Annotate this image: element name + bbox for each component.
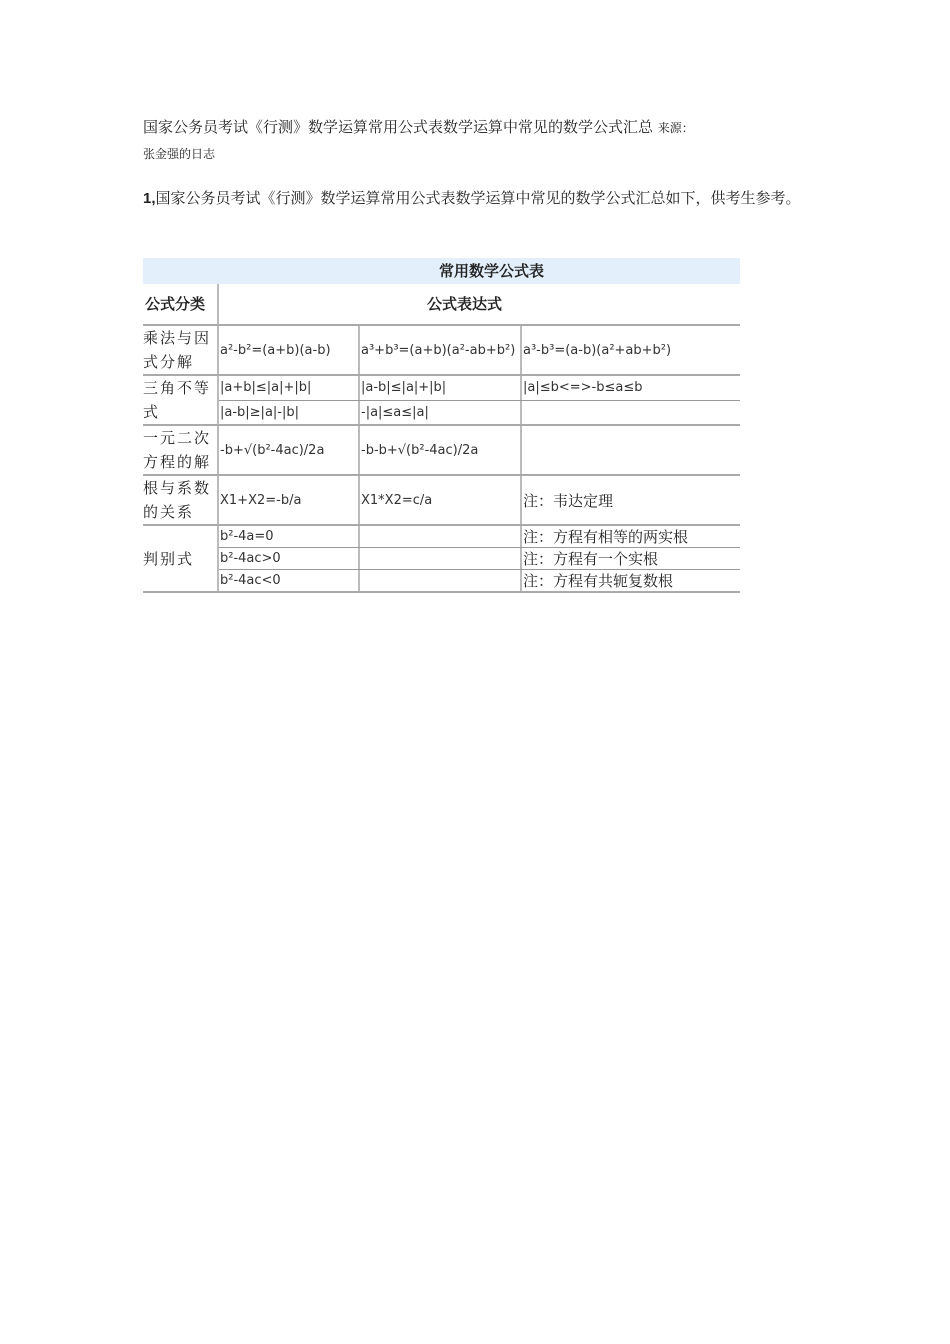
formula-table xyxy=(143,258,740,593)
formula-cell: -|a|≤a≤|a| xyxy=(360,401,522,425)
formula-cell xyxy=(522,401,740,425)
header-expression: 公式表达式 xyxy=(426,295,502,313)
formula-cell: a³-b³=(a-b)(a²+ab+b²) xyxy=(523,342,672,358)
formula-cell: -b+√(b²-4ac)/2a xyxy=(219,426,360,474)
formula-cell: |a-b|≥|a|-|b| xyxy=(219,401,360,425)
intro-number: 1, xyxy=(143,190,156,207)
table-group xyxy=(143,476,740,526)
table-row xyxy=(219,426,740,474)
table-row xyxy=(219,547,740,569)
category-label: 根与系数 的关系 xyxy=(143,479,212,521)
table-header-row xyxy=(143,284,740,326)
formula-cell xyxy=(522,426,740,474)
formula-cell: X1+X2=-b/a xyxy=(219,476,360,524)
formula-cell: |a+b|≤|a|+|b| xyxy=(219,376,360,400)
formula-cell: 注：韦达定理 xyxy=(523,491,614,510)
table-group xyxy=(143,326,740,376)
formula-cell: a²-b²=(a+b)(a-b) xyxy=(219,326,360,374)
table-row xyxy=(219,400,740,425)
header-category: 公式分类 xyxy=(143,284,219,324)
intro-text: 国家公务员考试《行测》数学运算常用公式表数学运算中常见的数学公式汇总如下，供考生参考。 xyxy=(155,189,801,207)
intro-paragraph xyxy=(143,185,811,212)
table-row xyxy=(219,476,740,524)
table-group xyxy=(143,376,740,426)
title-text: 国家公务员考试《行测》数学运算常用公式表数学运算中常见的数学公式汇总 xyxy=(143,118,654,136)
formula-cell xyxy=(360,526,522,547)
table-row xyxy=(219,376,740,400)
table-row xyxy=(219,569,740,591)
category-cell xyxy=(143,476,219,524)
document-title xyxy=(143,116,823,139)
formula-cell xyxy=(360,548,522,569)
category-label: 乘法与因 式分解 xyxy=(143,329,212,371)
table-row xyxy=(219,526,740,547)
table-caption: 常用数学公式表 xyxy=(143,258,740,284)
table-group xyxy=(143,526,740,593)
table-body xyxy=(143,326,740,593)
category-label: 三角不等 式 xyxy=(143,379,212,421)
category-label: 一元二次 方程的解 xyxy=(143,429,212,471)
formula-cell: X1*X2=c/a xyxy=(360,476,522,524)
table-group xyxy=(143,426,740,476)
category-cell xyxy=(143,526,219,591)
author-line: 张金强的日志 xyxy=(143,147,216,161)
formula-cell: 注：方程有一个实根 xyxy=(523,550,659,568)
formula-cell: |a|≤b<=>-b≤a≤b xyxy=(523,380,643,396)
formula-cell: b²-4ac>0 xyxy=(219,548,360,569)
category-cell xyxy=(143,376,219,424)
formula-cell: |a-b|≤|a|+|b| xyxy=(360,376,522,400)
formula-cell: -b-b+√(b²-4ac)/2a xyxy=(360,426,522,474)
table-row xyxy=(219,326,740,374)
category-cell xyxy=(143,426,219,474)
formula-cell: a³+b³=(a+b)(a²-ab+b²) xyxy=(360,326,522,374)
formula-cell: 注：方程有相等的两实根 xyxy=(523,528,689,546)
formula-cell: b²-4a=0 xyxy=(219,526,360,547)
category-cell xyxy=(143,326,219,374)
formula-cell xyxy=(360,570,522,591)
source-label: 来源： xyxy=(657,121,694,135)
formula-cell: b²-4ac<0 xyxy=(219,570,360,591)
category-label: 判别式 xyxy=(143,549,195,568)
formula-cell: 注：方程有共轭复数根 xyxy=(523,572,674,590)
